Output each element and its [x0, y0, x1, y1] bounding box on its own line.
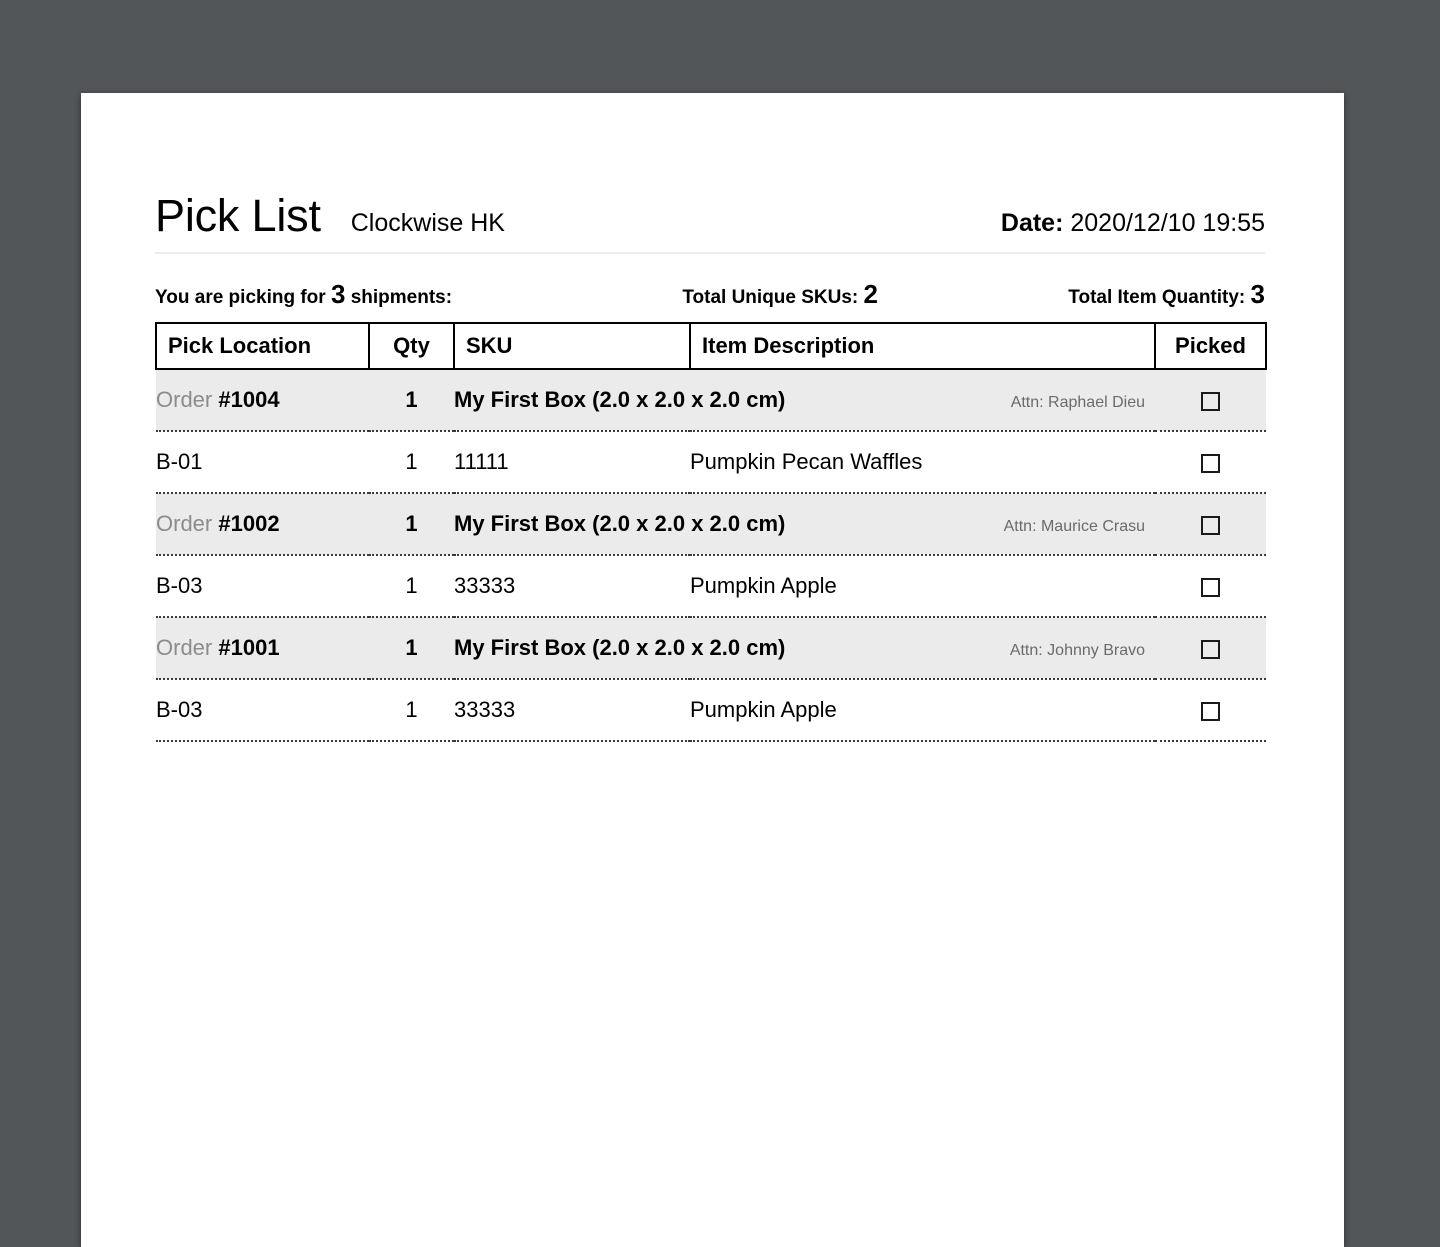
item-description-text: My First Box (2.0 x 2.0 x 2.0 cm): [454, 387, 786, 412]
summary-bar: [155, 279, 1265, 310]
cell-sku: 33333: [454, 679, 690, 741]
document-page: [81, 93, 1344, 1247]
item-quantity-summary: [1068, 279, 1265, 310]
cell-item-description: [454, 493, 1155, 555]
table-row: [156, 617, 1266, 679]
picked-checkbox[interactable]: [1201, 702, 1220, 721]
order-label: Order: [156, 511, 213, 536]
item-quantity-label: Total Item Quantity:: [1068, 287, 1246, 308]
document-date: [1001, 211, 1265, 236]
column-header-item-description: Item Description: [690, 323, 1155, 369]
bin-location: B-03: [156, 573, 203, 598]
table-row: [156, 431, 1266, 493]
item-quantity-count: 3: [1250, 279, 1265, 309]
order-label: Order: [156, 387, 213, 412]
order-label: Order: [156, 635, 213, 660]
page-title: Pick List: [155, 190, 321, 241]
item-description-text: Pumpkin Pecan Waffles: [690, 449, 923, 474]
column-header-qty: Qty: [369, 323, 454, 369]
picked-checkbox[interactable]: [1201, 516, 1220, 535]
description-wrapper: [690, 449, 1155, 475]
table-header: [156, 323, 1266, 369]
table-row: [156, 555, 1266, 617]
cell-picked: [1155, 555, 1266, 617]
order-number: #1004: [218, 387, 280, 412]
cell-picked: [1155, 431, 1266, 493]
document-header: [155, 190, 1265, 252]
shipments-prefix: You are picking for: [155, 287, 326, 308]
order-number: #1002: [218, 511, 280, 536]
page-content: [155, 190, 1265, 742]
table-body: [156, 369, 1266, 741]
cell-qty: 1: [369, 369, 454, 431]
shipments-summary: [155, 279, 452, 310]
warehouse-name: Clockwise HK: [350, 209, 505, 237]
cell-sku: 33333: [454, 555, 690, 617]
description-wrapper: [454, 387, 1155, 413]
cell-qty: 1: [369, 493, 454, 555]
shipments-count: 3: [330, 279, 346, 309]
cell-item-description: [690, 555, 1155, 617]
attn-text: Attn: Johnny Bravo: [1009, 642, 1145, 659]
cell-item-description: [690, 679, 1155, 741]
table-row: [156, 679, 1266, 741]
table-row: [156, 493, 1266, 555]
cell-item-description: [690, 431, 1155, 493]
cell-item-description: [454, 617, 1155, 679]
date-value: 2020/12/10 19:55: [1070, 209, 1265, 237]
description-wrapper: [690, 697, 1155, 723]
bin-location: B-01: [156, 449, 203, 474]
item-description-text: Pumpkin Apple: [690, 573, 837, 598]
cell-item-description: [454, 369, 1155, 431]
unique-skus-summary: [452, 279, 1068, 310]
unique-skus-label: Total Unique SKUs:: [682, 287, 859, 308]
picked-checkbox[interactable]: [1201, 454, 1220, 473]
picked-checkbox[interactable]: [1201, 578, 1220, 597]
bin-location: B-03: [156, 697, 203, 722]
cell-qty: 1: [369, 431, 454, 493]
shipments-suffix: shipments:: [350, 287, 453, 308]
item-description-text: My First Box (2.0 x 2.0 x 2.0 cm): [454, 635, 786, 660]
cell-sku: 11111: [454, 431, 690, 493]
attn-text: Attn: Maurice Crasu: [1003, 518, 1145, 535]
cell-picked: [1155, 369, 1266, 431]
column-header-pick-location: Pick Location: [156, 323, 369, 369]
table-row: [156, 369, 1266, 431]
header-divider: [155, 252, 1265, 254]
date-label: Date:: [1000, 209, 1064, 237]
table-header-row: [156, 323, 1266, 369]
item-description-text: My First Box (2.0 x 2.0 x 2.0 cm): [454, 511, 786, 536]
title-group: [155, 190, 505, 241]
attn-text: Attn: Raphael Dieu: [1010, 394, 1145, 411]
pick-list-table: [155, 322, 1267, 742]
cell-pick-location: [156, 555, 369, 617]
cell-pick-location: [156, 617, 369, 679]
order-number: #1001: [218, 635, 280, 660]
cell-pick-location: [156, 493, 369, 555]
cell-qty: 1: [369, 679, 454, 741]
cell-pick-location: [156, 369, 369, 431]
cell-qty: 1: [369, 555, 454, 617]
item-description-text: Pumpkin Apple: [690, 697, 837, 722]
cell-pick-location: [156, 679, 369, 741]
cell-pick-location: [156, 431, 369, 493]
column-header-sku: SKU: [454, 323, 690, 369]
unique-skus-count: 2: [863, 279, 879, 309]
description-wrapper: [454, 511, 1155, 537]
description-wrapper: [690, 573, 1155, 599]
cell-picked: [1155, 679, 1266, 741]
cell-qty: 1: [369, 617, 454, 679]
picked-checkbox[interactable]: [1201, 392, 1220, 411]
description-wrapper: [454, 635, 1155, 661]
column-header-picked: Picked: [1155, 323, 1266, 369]
cell-picked: [1155, 617, 1266, 679]
cell-picked: [1155, 493, 1266, 555]
picked-checkbox[interactable]: [1201, 640, 1220, 659]
